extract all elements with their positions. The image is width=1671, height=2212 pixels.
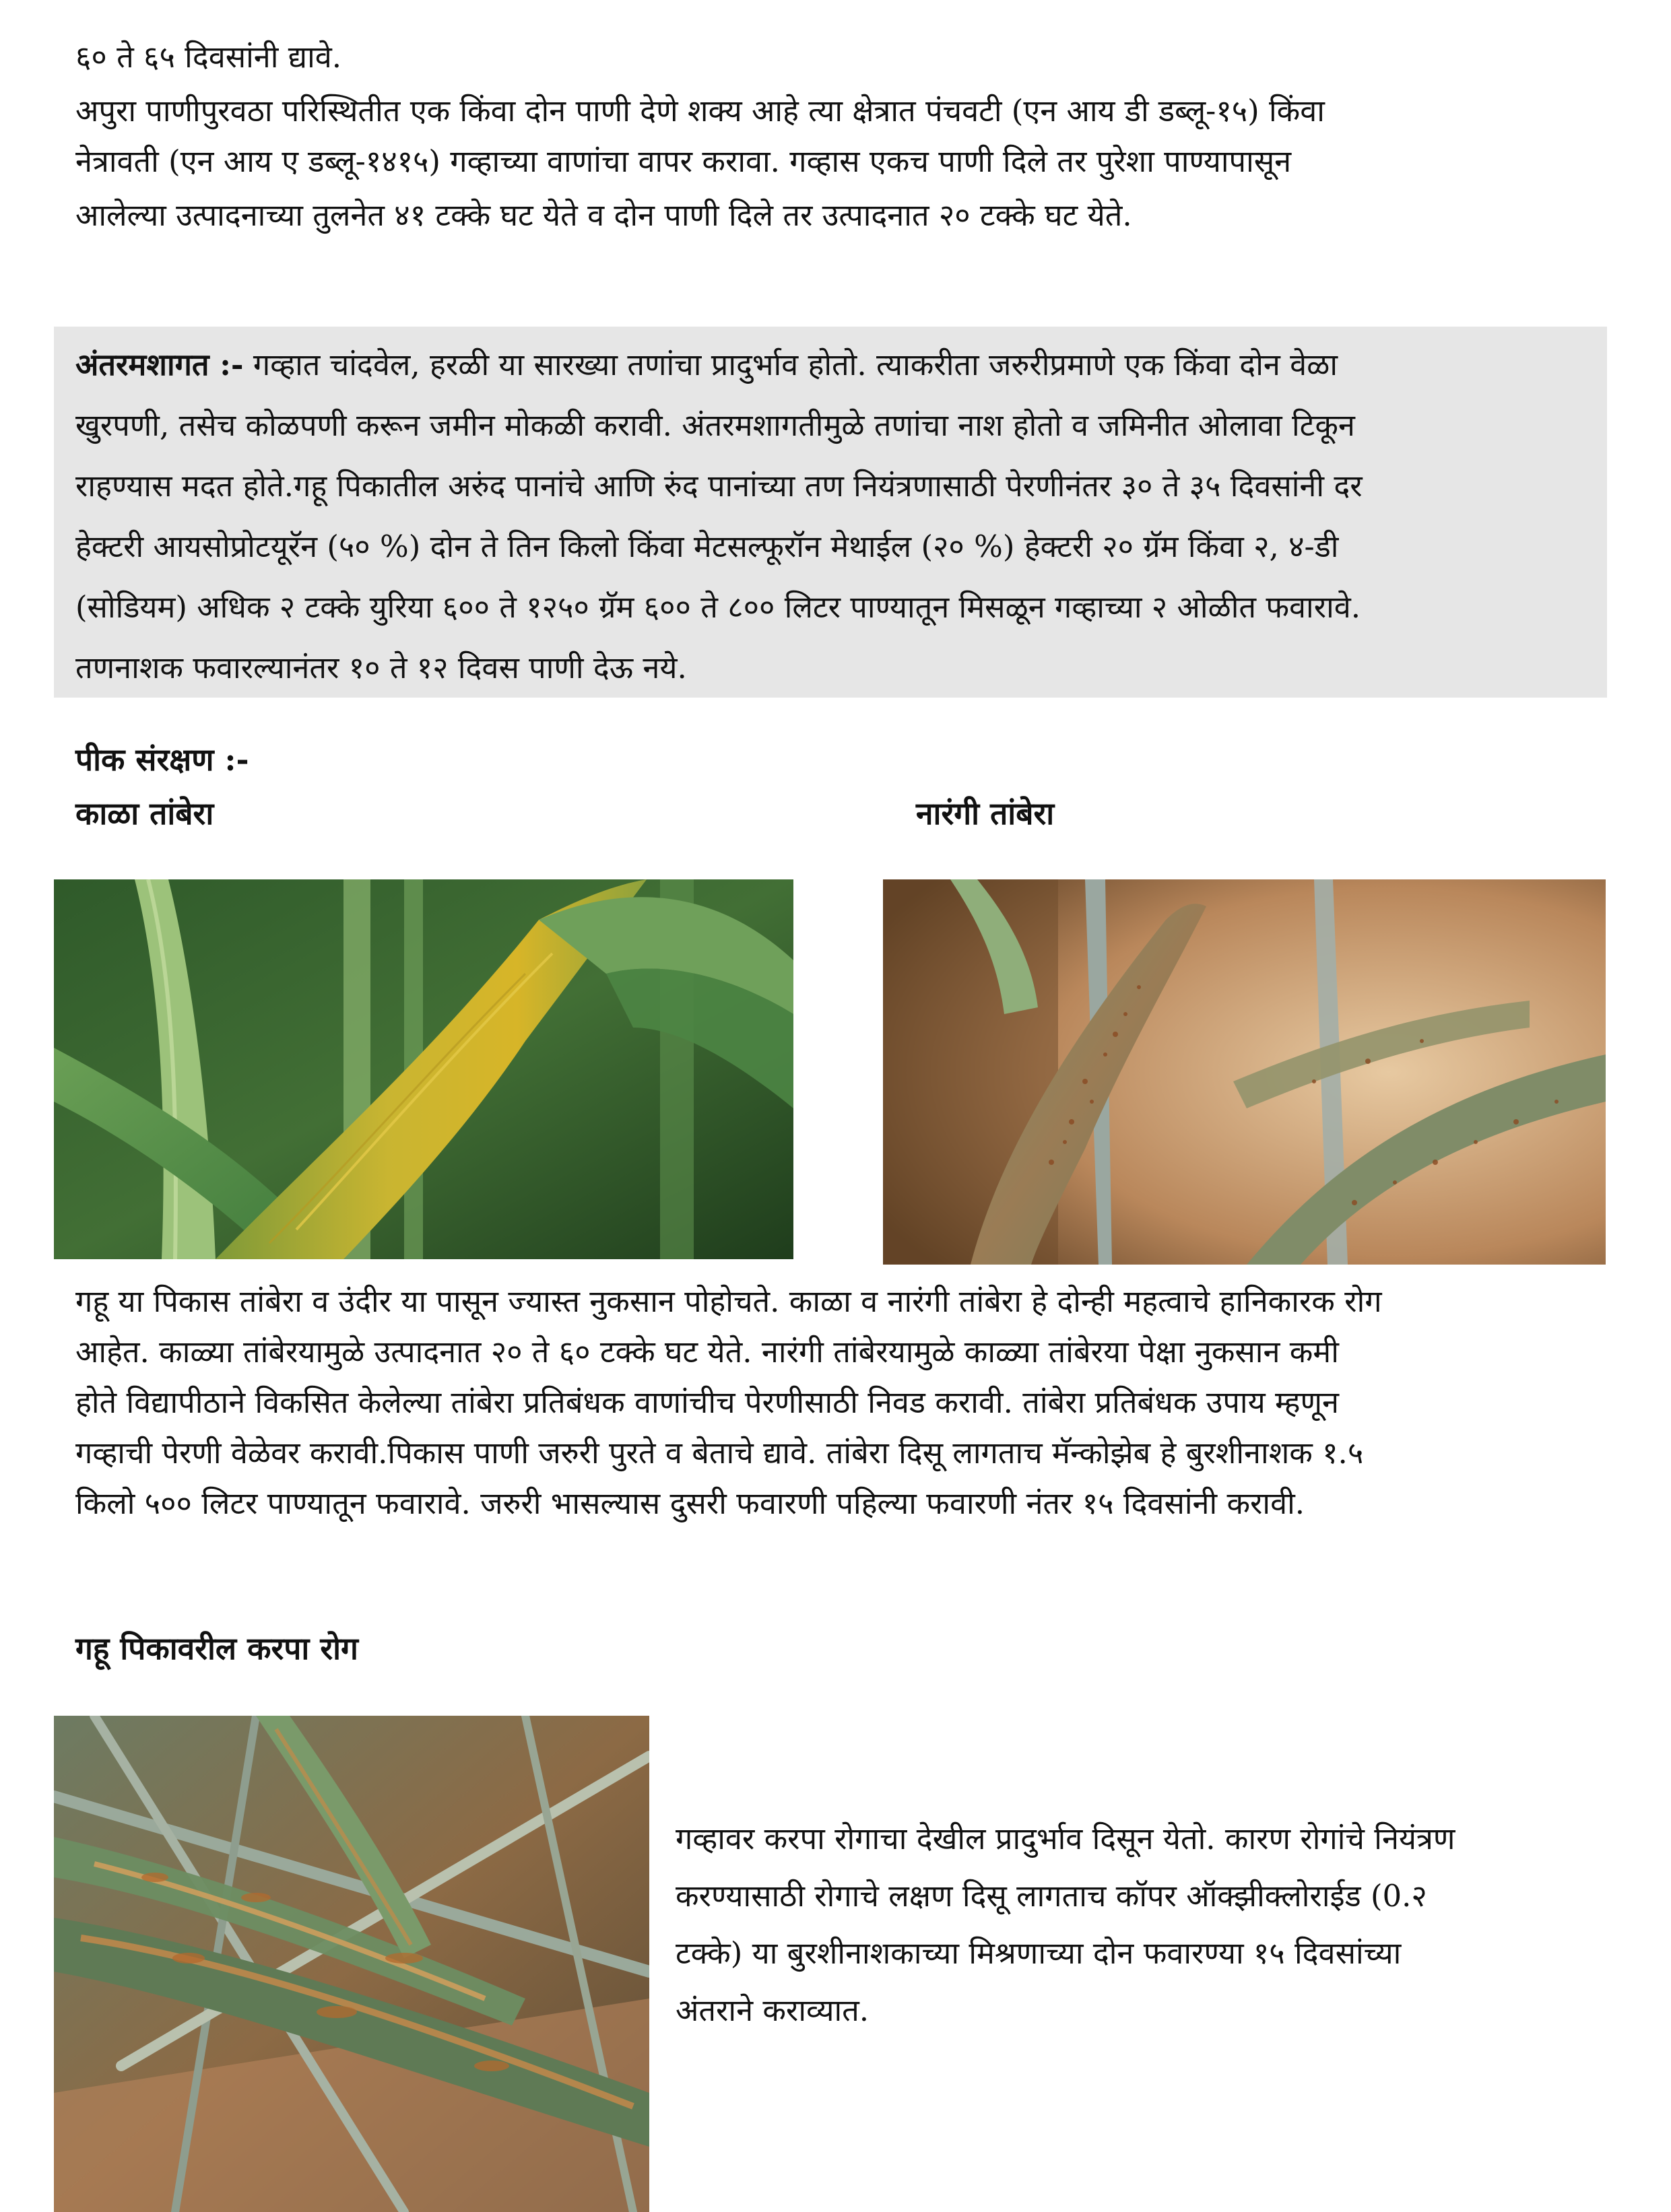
rust-line: होते विद्यापीठाने विकसित केलेल्या तांबेरा प्रतिबंधक वाणांचीच पेरणीसाठी निवड करावी. तांबेरा प्रतिबंधक उपाय म्हणून: [75, 1384, 1339, 1420]
blight-paragraph: [676, 1810, 1605, 2039]
intercultivation-paragraph: [75, 335, 1598, 698]
intercultivation-line: खुरपणी, तसेच कोळपणी करून जमीन मोकळी करावी. अंतरमशागतीमुळे तणांचा नाश होतो व जमिनीत ओलावा टिकून: [75, 407, 1355, 443]
intercultivation-label: अंतरमशागत :-: [75, 347, 244, 382]
intercultivation-first-line: गव्हात चांदवेल, हरळी या सारख्या तणांचा प्रादुर्भाव होतो. त्याकरीता जरुरीप्रमाणे एक किंवा दोन वेळा: [243, 347, 1338, 382]
intro-line: आलेल्या उत्पादनाच्या तुलनेत ४१ टक्के घट येते व दोन पाणी दिले तर उत्पादनात २० टक्के घट येते.: [75, 197, 1132, 233]
intercultivation-line: तणनाशक फवारल्यानंतर १० ते १२ दिवस पाणी देऊ नये.: [75, 650, 687, 685]
crop-protection-heading: पीक संरक्षण :-: [75, 741, 249, 778]
intercultivation-line: (सोडियम) अधिक २ टक्के युरिया ६०० ते १२५० ग्रॅम ६०० ते ८०० लिटर पाण्यातून मिसळून गव्हाच्या २ ओळीत फवारावे.: [75, 589, 1361, 625]
blight-line: अंतराने कराव्यात.: [676, 1992, 870, 2028]
rust-line: आहेत. काळ्या तांबेरयामुळे उत्पादनात २० ते ६० टक्के घट येते. नारंगी तांबेरयामुळे काळ्या तांबेरया पेक्षा नुकसान कमी: [75, 1334, 1339, 1370]
rust-line: गहू या पिकास तांबेरा व उंदीर या पासून ज्यास्त नुकसान पोहोचते. काळा व नारंगी तांबेरा हे दोन्ही महत्वाचे हानिकारक रोग: [75, 1283, 1382, 1319]
intro-line: अपुरा पाणीपुरवठा परिस्थितीत एक किंवा दोन पाणी देणे शक्य आहे त्या क्षेत्रात पंचवटी (एन आय डी डब्लू-१५) किंवा: [75, 93, 1325, 129]
intercultivation-line: राहण्यास मदत होते.गहू पिकातील अरुंद पानांचे आणि रुंद पानांच्या तण नियंत्रणासाठी पेरणीनंतर ३० ते ३५ दिवसांनी दर: [75, 468, 1363, 504]
black-rust-photo: [54, 879, 793, 1259]
black-rust-title: काळा तांबेरा: [75, 795, 214, 832]
blight-heading: गहू पिकावरील करपा रोग: [75, 1630, 358, 1667]
orange-rust-photo: [883, 879, 1606, 1265]
intercultivation-box: [54, 327, 1607, 698]
intro-paragraph: [75, 27, 1584, 246]
intercultivation-line: [75, 335, 1598, 395]
orange-rust-title: नारंगी तांबेरा: [916, 795, 1055, 832]
rust-line: गव्हाची पेरणी वेळेवर करावी.पिकास पाणी जरुरी पुरते व बेताचे द्यावे. तांबेरा दिसू लागताच मॅन्कोझेब हे बुरशीनाशक १.५: [75, 1435, 1364, 1471]
blight-line: करण्यासाठी रोगाचे लक्षण दिसू लागताच कॉपर ऑक्झीक्लोराईड (0.२: [676, 1878, 1427, 1914]
blight-photo: [54, 1716, 649, 2212]
intro-line: नेत्रावती (एन आय ए डब्लू-१४१५) गव्हाच्या वाणांचा वापर करावा. गव्हास एकच पाणी दिले तर पुरेशा पाण्यापासून: [75, 143, 1292, 179]
blight-line: गव्हावर करपा रोगाचा देखील प्रादुर्भाव दिसून येतो. कारण रोगांचे नियंत्रण: [676, 1821, 1455, 1856]
intro-line: ६० ते ६५ दिवसांनी द्यावे.: [75, 39, 342, 75]
rust-line: किलो ५०० लिटर पाण्यातून फवारावे. जरुरी भासल्यास दुसरी फवारणी पहिल्या फवारणी नंतर १५ दिवसांनी करावी.: [75, 1485, 1305, 1521]
blight-line: टक्के) या बुरशीनाशकाच्या मिश्रणाच्या दोन फवारण्या १५ दिवसांच्या: [676, 1935, 1402, 1971]
rust-paragraph: [75, 1271, 1598, 1534]
intercultivation-line: हेक्टरी आयसोप्रोटयूरॅन (५० %) दोन ते तिन किलो किंवा मेटसल्फूरॉन मेथाईल (२० %) हेक्टरी २० ग्रॅम किंवा २, ४-डी: [75, 529, 1339, 564]
